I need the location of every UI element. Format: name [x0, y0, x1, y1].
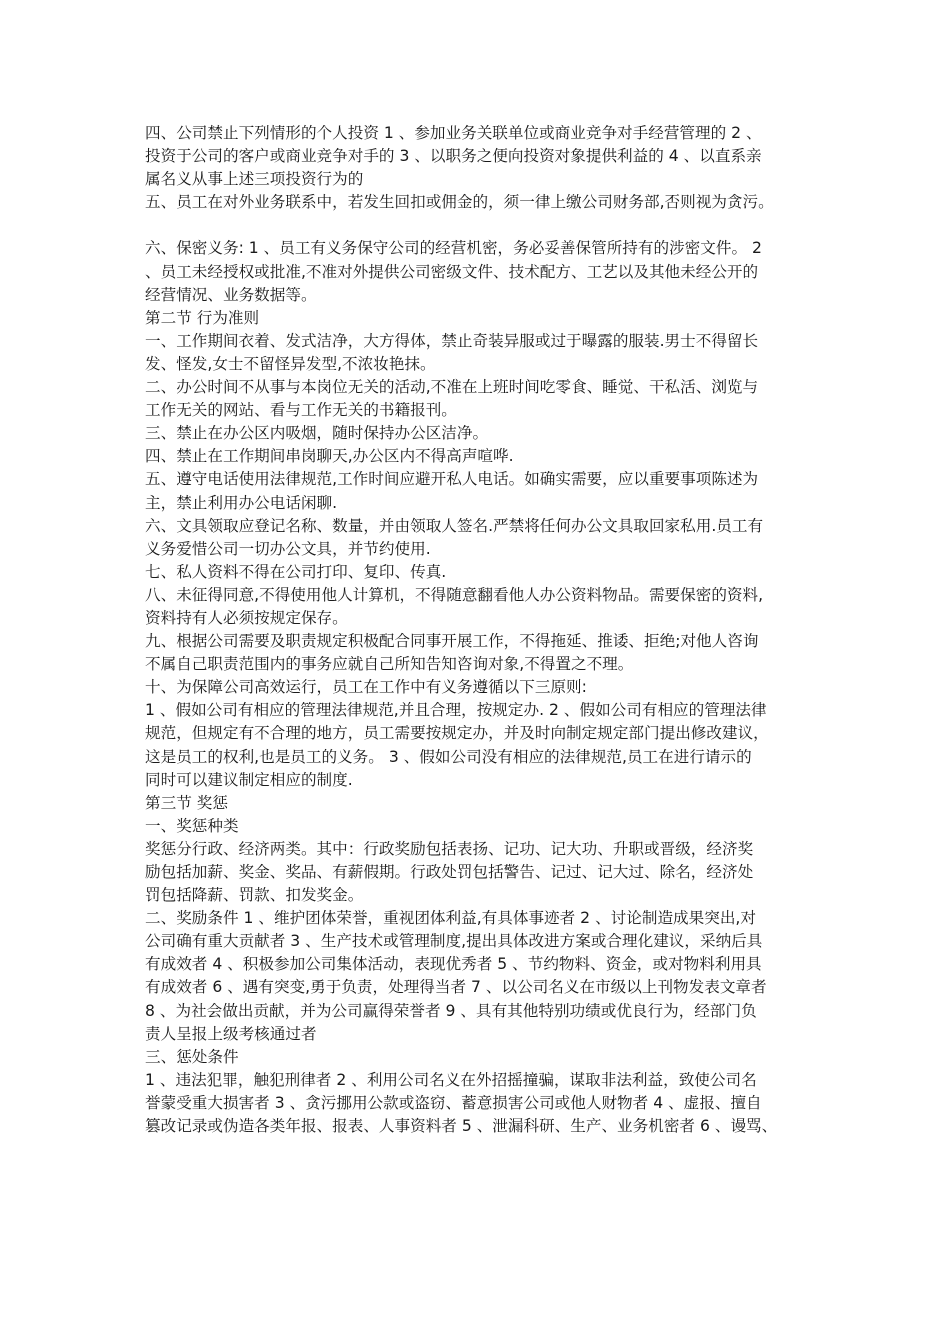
- text-line: 二、奖励条件 1 、维护团体荣誉，重视团体利益,有具体事迹者 2 、讨论制造成果突出,对: [145, 909, 756, 928]
- text-line: 第三节 奖惩: [145, 793, 228, 812]
- text-line: 奖惩分行政、经济两类。其中：行政奖励包括表扬、记功、记大功、升职或晋级，经济奖: [145, 839, 754, 858]
- text-line: 义务爱惜公司一切办公文具，并节约使用.: [145, 539, 431, 558]
- text-line: 第二节 行为准则: [145, 308, 260, 327]
- text-line: 同时可以建议制定相应的制度.: [145, 770, 353, 789]
- text-line: 四、公司禁止下列情形的个人投资 1 、参加业务关联单位或商业竞争对手经营管理的 2 、: [145, 124, 762, 142]
- text-line: 三、惩处条件: [145, 1047, 239, 1066]
- text-line: 投资于公司的客户或商业竞争对手的 3 、以职务之便向投资对象提供利益的 4 、以直系亲: [145, 147, 762, 166]
- text-line: 工作无关的网站、看与工作无关的书籍报刊。: [145, 401, 457, 420]
- text-line: 资料持有人必须按规定保存。: [145, 608, 348, 627]
- text-line: 1 、违法犯罪，触犯刑律者 2 、利用公司名义在外招摇撞骗，谋取非法利益，致使公司名: [145, 1070, 757, 1089]
- text-line: 罚包括降薪、罚款、扣发奖金。: [145, 886, 364, 905]
- text-line: 1 、假如公司有相应的管理法律规范,并且合理，按规定办. 2 、假如公司有相应的管理法律: [145, 701, 767, 720]
- text-line: 八、未征得同意,不得使用他人计算机，不得随意翻看他人办公资料物品。需要保密的资料,: [145, 585, 764, 604]
- text-line: 十、为保障公司高效运行，员工在工作中有义务遵循以下三原则:: [145, 678, 587, 697]
- text-line: 责人呈报上级考核通过者: [145, 1024, 317, 1043]
- document-body: [145, 122, 817, 1138]
- text-line: 主，禁止利用办公电话闲聊.: [145, 493, 338, 512]
- text-line: 五、遵守电话使用法律规范,工作时间应避开私人电话。如确实需要，应以重要事项陈述为: [145, 470, 759, 489]
- text-line: 励包括加薪、奖金、奖品、有薪假期。行政处罚包括警告、记过、记大过、除名，经济处: [145, 863, 754, 881]
- text-line: 有成效者 6 、遇有突变,勇于负责，处理得当者 7 、以公司名义在市级以上刊物发表文章者: [145, 978, 767, 997]
- text-line: 誉蒙受重大损害者 3 、贪污挪用公款或盗窃、蓄意损害公司或他人财物者 4 、虚报、擅自: [145, 1093, 762, 1112]
- text-line: 五、员工在对外业务联系中，若发生回扣或佣金的，须一律上缴公司财务部,否则视为贪污。: [145, 193, 774, 212]
- text-line: 六、文具领取应登记名称、数量，并由领取人签名.严禁将任何办公文具取回家私用.员工有: [145, 516, 764, 535]
- text-line: 九、根据公司需要及职责规定积极配合同事开展工作，不得拖延、推诿、拒绝;对他人咨询: [145, 632, 759, 651]
- text-line: 不属自己职责范围内的事务应就自己所知告知咨询对象,不得置之不理。: [145, 655, 634, 674]
- text-line: 发、怪发,女士不留怪异发型,不浓妆艳抹。: [145, 354, 436, 373]
- text-line: 、员工未经授权或批准,不准对外提供公司密级文件、技术配方、工艺以及其他未经公开的: [145, 262, 759, 281]
- text-line: 四、禁止在工作期间串岗聊天,办公区内不得高声喧哗.: [145, 447, 514, 466]
- text-line: 一、奖惩种类: [145, 816, 239, 835]
- text-line: 公司确有重大贡献者 3 、生产技术或管理制度,提出具体改进方案或合理化建议，采纳后具: [145, 932, 763, 951]
- text-line: 有成效者 4 、积极参加公司集体活动，表现优秀者 5 、节约物料、资金，或对物料利用具: [145, 955, 762, 974]
- text-line: 七、私人资料不得在公司打印、复印、传真.: [145, 562, 447, 581]
- text-line: 一、工作期间衣着、发式洁净，大方得体，禁止奇装异服或过于曝露的服装.男士不得留长: [145, 331, 759, 350]
- blank-line: [145, 214, 817, 237]
- text-line: 这是员工的权利,也是员工的义务。 3 、假如公司没有相应的法律规范,员工在进行请示的: [145, 747, 752, 766]
- text-line: 三、禁止在办公区内吸烟，随时保持办公区洁净。: [145, 424, 489, 443]
- text-line: 规范，但规定有不合理的地方，员工需要按规定办，并及时向制定规定部门提出修改建议，: [145, 724, 769, 743]
- text-line: 篡改记录或伪造各类年报、报表、人事资料者 5 、泄漏科研、生产、业务机密者 6 、谩骂、: [145, 1117, 778, 1136]
- text-line: 8 、为社会做出贡献，并为公司赢得荣誉者 9 、具有其他特别功绩或优良行为，经部门负: [145, 1001, 757, 1020]
- text-line: 属名义从事上述三项投资行为的: [145, 170, 364, 189]
- text-line: 经营情况、业务数据等。: [145, 285, 317, 304]
- text-line: 二、办公时间不从事与本岗位无关的活动,不准在上班时间吃零食、睡觉、干私活、浏览与: [145, 378, 759, 397]
- text-line: 六、保密义务: 1 、员工有义务保守公司的经营机密，务必妥善保管所持有的涉密文件。 2: [145, 239, 762, 258]
